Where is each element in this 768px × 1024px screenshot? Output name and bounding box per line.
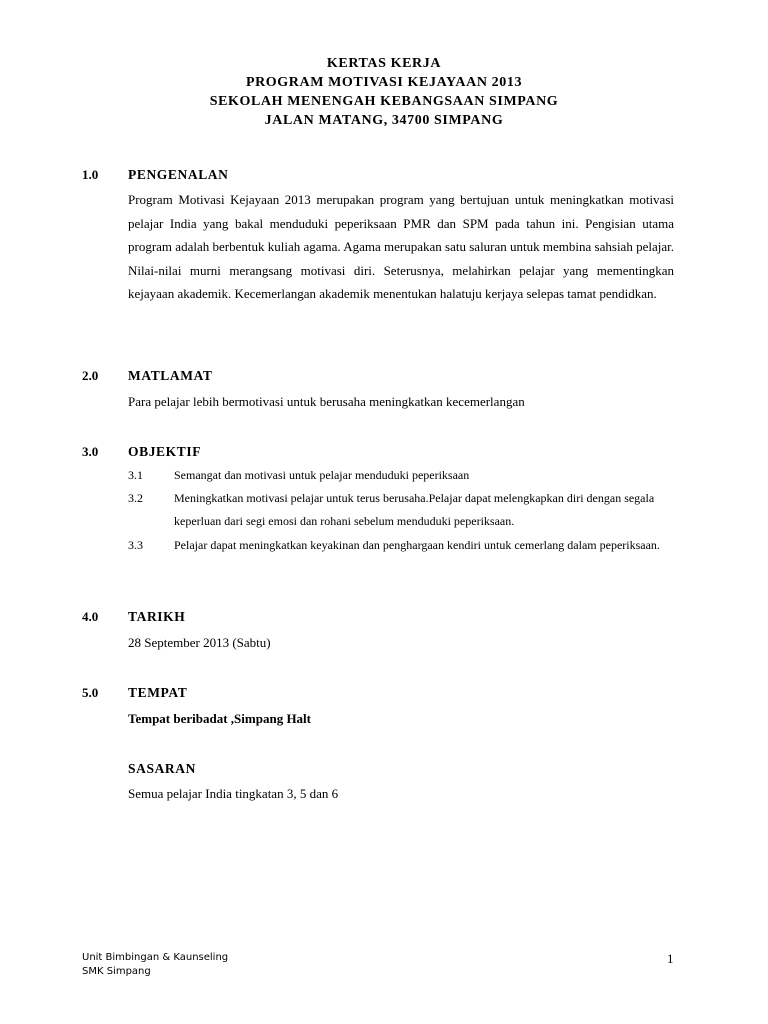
section-3-title: OBJEKTIF [128, 444, 202, 459]
footer-unit: Unit Bimbingan & Kaunseling [82, 952, 229, 963]
section-5-body: Tempat beribadat ,Simpang Halt [128, 711, 311, 726]
section-3-number: 3.0 [82, 444, 99, 459]
footer-left [82, 951, 228, 979]
section-2-title: MATLAMAT [128, 368, 213, 383]
section-4-number: 4.0 [82, 609, 99, 624]
header-title: KERTAS KERJA [326, 56, 442, 71]
objective-number: 3.2 [128, 491, 143, 505]
sasaran-title: SASARAN [128, 761, 196, 776]
footer-school: SMK Simpang [82, 966, 151, 977]
objective-number: 3.3 [128, 538, 143, 552]
section-1-title: PENGENALAN [128, 167, 229, 182]
page-number: 1 [667, 951, 674, 966]
header-school: SEKOLAH MENENGAH KEBANGSAAN SIMPANG [209, 94, 559, 109]
header-address: JALAN MATANG, 34700 SIMPANG [264, 113, 504, 128]
section-2-body: Para pelajar lebih bermotivasi untuk berusaha meningkatkan kecemerlangan [128, 394, 525, 409]
objective-text: Pelajar dapat meningkatkan keyakinan dan penghargaan kendiri untuk cemerlang dalam peperiksaan. [174, 538, 660, 552]
header-program: PROGRAM MOTIVASI KEJAYAAN 2013 [245, 75, 523, 90]
section-1-body: Program Motivasi Kejayaan 2013 merupakan program yang bertujuan untuk meningkatkan motivasi pelajar India yang bakal menduduki peperiksaan PMR dan SPM pada tahun ini. Pengisian utama program adalah berbentuk kuliah agama. Agama merupakan satu saluran untuk membina sahsiah pelajar. Nilai-nilai murni merangsang motivasi diri. Seterusnya, melahirkan pelajar yang mementingkan kejayaan akademik. Kecemerlangan akademik menentukan halatuju kerjaya selepas tamat pendidkan. [128, 192, 674, 302]
section-5-title: TEMPAT [128, 685, 188, 700]
section-2-number: 2.0 [82, 368, 99, 383]
document-header [0, 54, 768, 130]
sasaran-body: Semua pelajar India tingkatan 3, 5 dan 6 [128, 786, 339, 801]
objective-number: 3.1 [128, 468, 143, 482]
section-1-number: 1.0 [82, 167, 99, 182]
section-5-number: 5.0 [82, 685, 99, 700]
objective-text: Semangat dan motivasi untuk pelajar menduduki peperiksaan [174, 468, 470, 482]
objective-text: Meningkatkan motivasi pelajar untuk terus berusaha.Pelajar dapat melengkapkan diri dengan segala keperluan dari segi emosi dan rohani sebelum menduduki peperiksaan. [174, 491, 655, 528]
section-4-title: TARIKH [128, 609, 186, 624]
section-4-body: 28 September 2013 (Sabtu) [128, 635, 271, 650]
